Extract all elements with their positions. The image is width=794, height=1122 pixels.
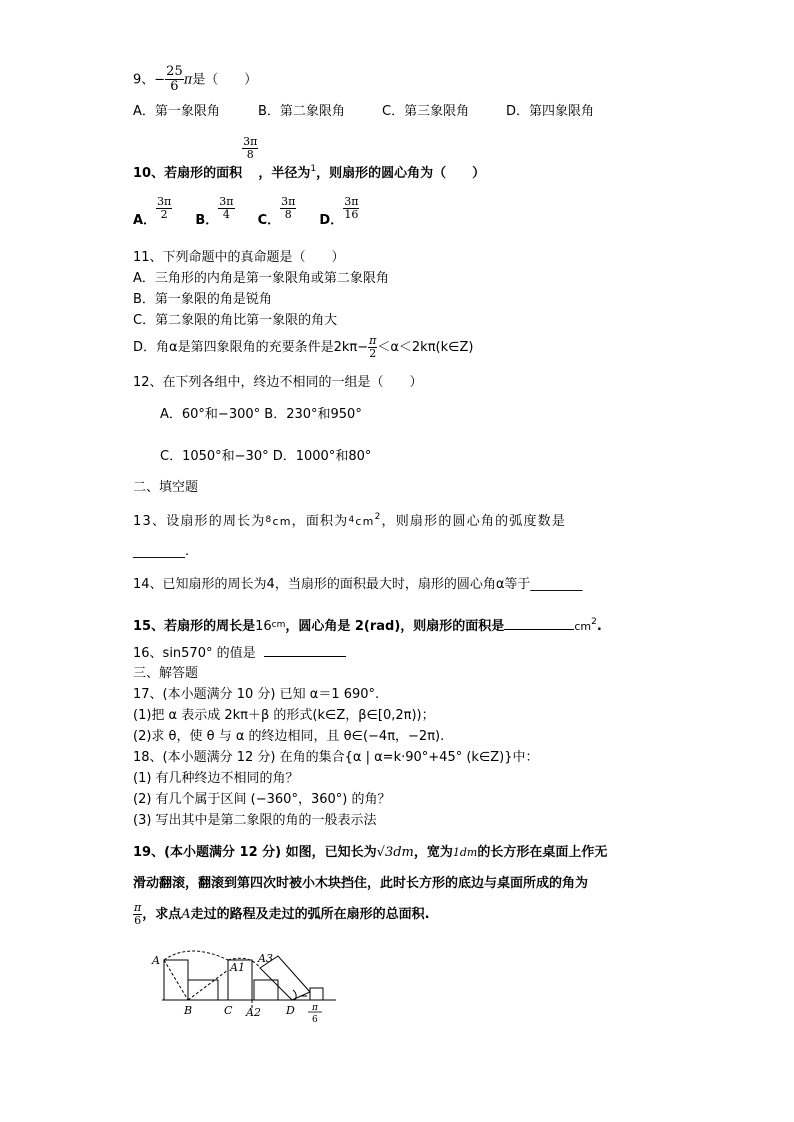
q13-stem: 13、设扇形的周长为$^8$cm，面积为$^4cm^2$，则扇形的圆心角的弧度数是 [133, 512, 567, 529]
q11-option-c: C．第二象限的角比第一象限的角大 [133, 313, 338, 328]
q10-stem: 10、若扇形的面积 $\frac{3\pi}{8}$ ，半径为$_1$，则扇形的圆心角为（ ） [133, 135, 486, 182]
q17-stem: 17、(本小题满分 10 分) 已知 α＝1 690°. [133, 687, 380, 702]
q9-stem: 9、− $\frac{25}{6}$ π是（ ） [133, 64, 258, 95]
q11-option-d: D．角α是第四象限角的充要条件是2kπ− $\frac{\pi}{2}$ ＜α＜2kπ(k∈Z) [133, 334, 474, 361]
q19-line3: $\frac{\pi}{6}$ ，求点A走过的路程及走过的弧所在扇形的总面积. [134, 901, 430, 928]
q9-option-c: C．第三象限角 [382, 104, 470, 119]
q12-stem: 12、在下列各组中，终边不相同的一组是（ ） [133, 375, 423, 390]
rolling-rectangle-figure [150, 944, 350, 1026]
q18-stem: 18、(本小题满分 12 分) 在角的集合{α | α=k·90°+45° (k∈Z)}中： [133, 750, 539, 765]
section-solutions: 三、解答题 [133, 666, 199, 681]
fig-label-d: D [286, 1004, 295, 1017]
q9-option-d: D．第四象限角 [506, 104, 595, 119]
q17-part2: (2)求 θ，使 θ 与 α 的终边相同，且 θ∈(−4π，−2π). [133, 729, 445, 744]
q11-stem: 11、下列命题中的真命题是（ ） [133, 250, 345, 265]
q18-part2: (2) 有几个属于区间 (−360°，360°) 的角？ [133, 792, 391, 807]
q16-stem: 16、sin570° 的值是 [133, 647, 346, 660]
fig-label-a1: A1 [230, 961, 245, 974]
fig-label-c: C [224, 1004, 233, 1017]
fig-angle-num: π [312, 1003, 318, 1013]
fig-label-b: B [184, 1004, 193, 1017]
q13-blank: ________. [133, 544, 190, 559]
q19-line2: 滑动翻滚，翻滚到第四次时被小木块挡住，此时长方形的底边与桌面所成的角为 [133, 876, 589, 891]
fig-label-a3: A3 [258, 952, 273, 965]
q12-options-row2: C．1050°和−30° D．1000°和80° [160, 449, 372, 464]
q14-stem: 14、已知扇形的周长为4，当扇形的面积最大时，扇形的圆心角α等于________ [133, 577, 583, 592]
q11-option-b: B．第一象限的角是锐角 [133, 292, 272, 307]
fig-label-a2: A2 [246, 1006, 261, 1019]
q12-options-row1: A．60°和−300° B．230°和950° [160, 407, 362, 422]
q16-blank [264, 656, 346, 657]
q15-stem: 15、若扇形的周长是$16^{cm}$，圆心角是 2(rad)，则扇形的面积是 $cm^2$. [133, 617, 602, 634]
q17-part1: (1)把 α 表示成 2kπ＋β 的形式(k∈Z，β∈[0,2π))； [133, 708, 435, 723]
q18-part1: (1) 有几种终边不相同的角？ [133, 771, 299, 786]
section-fill-in: 二、填空题 [133, 480, 199, 495]
q19-line1: 19、(本小题满分 12 分) 如图，已知长为√3dm，宽为1dm的长方形在桌面上作无 [133, 845, 608, 860]
q11-option-a: A．三角形的内角是第一象限角或第二象限角 [133, 271, 389, 286]
q10-options: A． $\frac{3\pi}{2}$ B． $\frac{3\pi}{4}$ C． $\frac{3\pi}{8}$ D． $\frac{3\pi}{16}$ [133, 195, 359, 229]
q9-option-b: B．第二象限角 [258, 104, 345, 119]
q18-part3: (3) 写出其中是第二象限的角的一般表示法 [133, 813, 377, 828]
q9-option-a: A．第一象限角 [133, 104, 220, 119]
q9-fraction: $\frac{25}{6}$ [166, 64, 183, 95]
fig-angle-den: 6 [312, 1015, 318, 1025]
fig-label-a: A [152, 954, 160, 967]
